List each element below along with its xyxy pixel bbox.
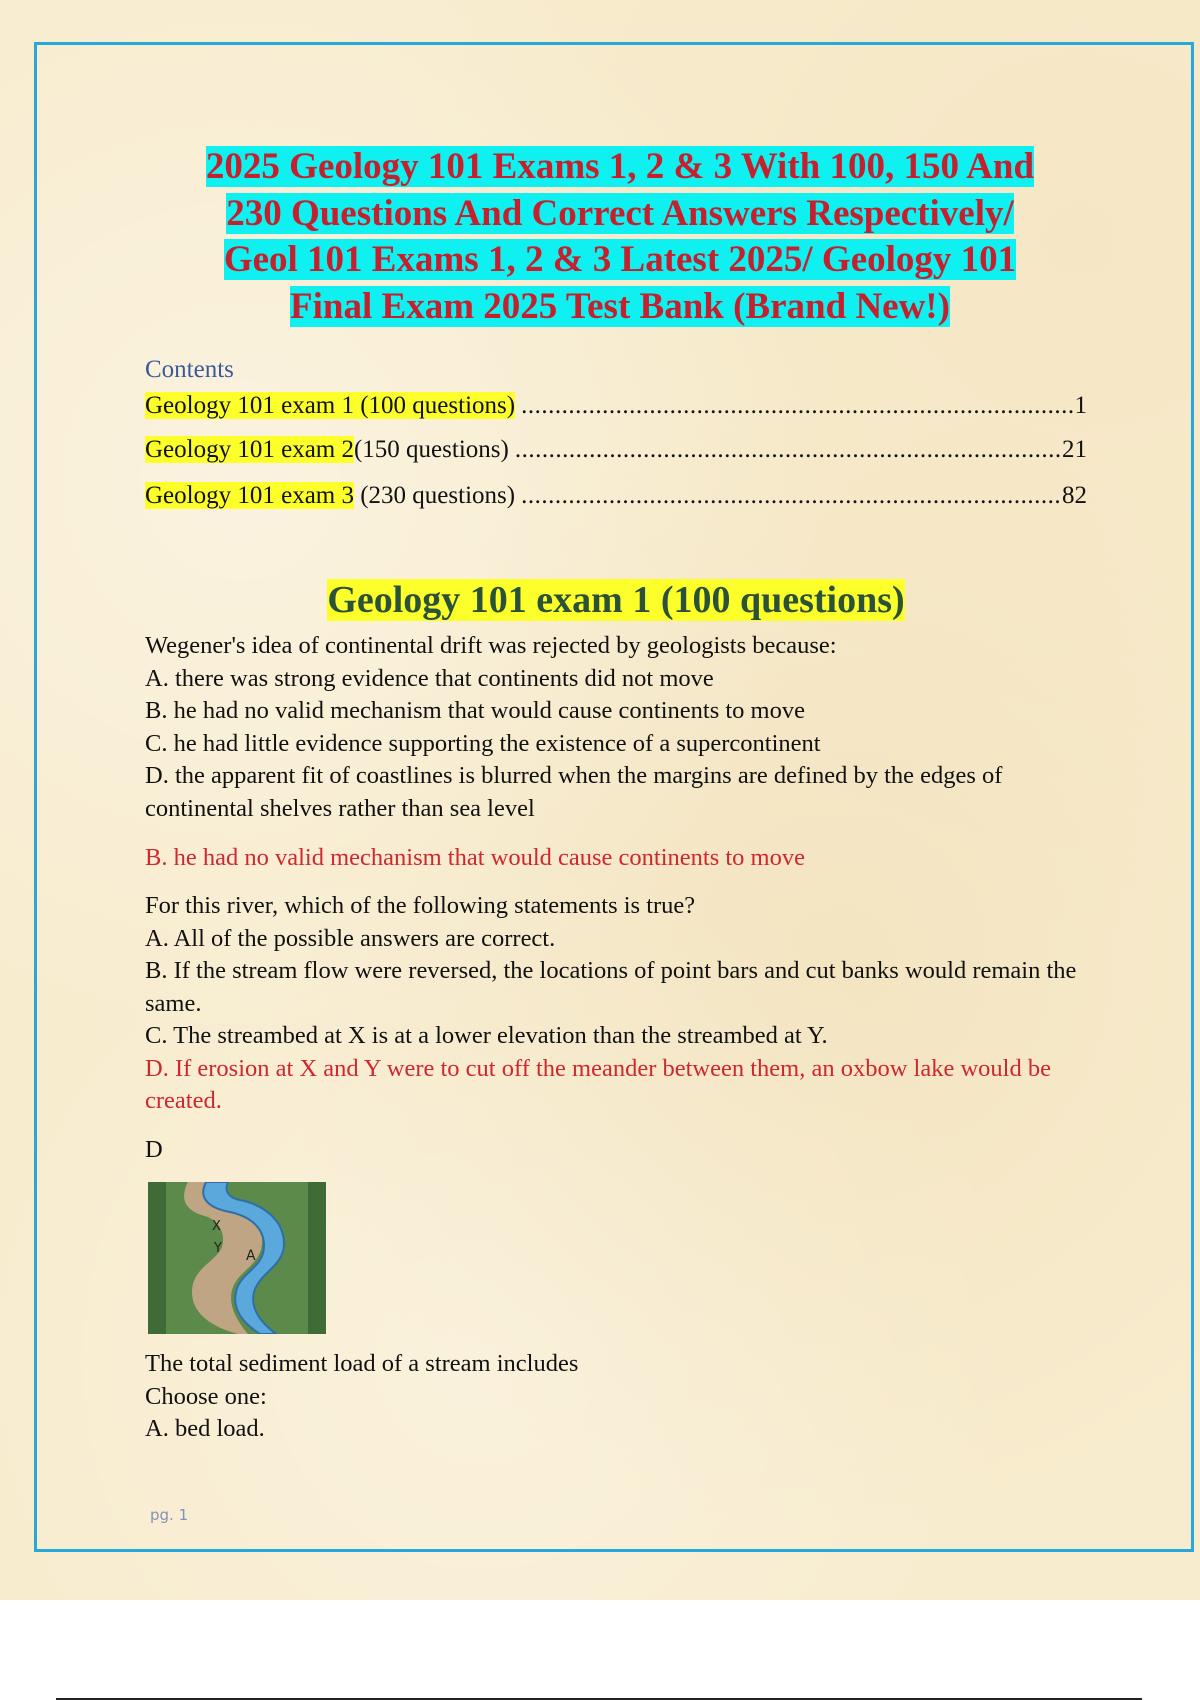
- answer-option-b: B. he had no valid mechanism that would cause continents to move: [145, 697, 805, 724]
- toc-page-number: 21: [1062, 436, 1087, 463]
- answer-option-d-correct: D. If erosion at X and Y were to cut off the meander between them, an oxbow lake would be created.: [145, 1054, 1051, 1114]
- question-stem: Wegener's idea of continental drift was rejected by geologists because:: [145, 632, 837, 659]
- correct-answer-q1: B. he had no valid mechanism that would cause continents to move: [145, 844, 805, 871]
- answer-option-a: A. bed load.: [145, 1415, 265, 1442]
- river-meander-image: [148, 1182, 326, 1334]
- page-number: pg. 1: [150, 1506, 189, 1524]
- correct-answer-q2: D: [145, 1136, 163, 1163]
- title-line-2: 230 Questions And Correct Answers Respectively/: [226, 192, 1014, 234]
- question-stem: For this river, which of the following statements is true?: [145, 892, 696, 919]
- title-line-3: Geol 101 Exams 1, 2 & 3 Latest 2025/ Geology 101: [223, 239, 1017, 280]
- toc-entry-label: [145, 436, 509, 464]
- answer-option-c: C. The streambed at X is at a lower elevation than the streambed at Y.: [145, 1022, 828, 1049]
- toc-entry-label: [145, 482, 515, 510]
- image-label-x: X: [212, 1219, 221, 1234]
- toc-dot-leader: [521, 482, 1060, 510]
- question-3: [145, 1348, 1095, 1446]
- toc-page-number: 82: [1062, 482, 1087, 509]
- toc-entry-rest: (150 questions): [353, 436, 509, 463]
- question-instruction: Choose one:: [145, 1382, 267, 1410]
- toc-entry-label: [145, 392, 515, 420]
- answer-option-c: C. he had little evidence supporting the existence of a supercontinent: [145, 729, 821, 757]
- question-2: [145, 890, 1095, 1118]
- toc-entry-exam-1[interactable]: [145, 392, 1087, 420]
- section-heading-text: Geology 101 exam 1 (100 questions): [327, 579, 905, 621]
- section-heading-exam-1: [145, 578, 1087, 622]
- title-line-1: 2025 Geology 101 Exams 1, 2 & 3 With 100, 150 And: [205, 146, 1035, 187]
- toc-entry-highlight: Geology 101 exam 1 (100 questions): [145, 392, 516, 419]
- image-label-y: Y: [214, 1241, 222, 1256]
- title-line-4: Final Exam 2025 Test Bank (Brand New!): [290, 285, 950, 327]
- image-left-trees: [148, 1182, 166, 1334]
- toc-page-number: 1: [1074, 392, 1087, 419]
- image-label-a: A: [246, 1248, 256, 1264]
- answer-option-d: D. the apparent fit of coastlines is blurred when the margins are defined by the edges of continental shelves rather than sea level: [145, 762, 1003, 822]
- toc-dot-leader: [515, 436, 1060, 464]
- toc-entry-highlight: Geology 101 exam 3: [145, 482, 354, 509]
- answer-option-a: A. there was strong evidence that continents did not move: [145, 664, 714, 692]
- question-stem: The total sediment load of a stream includes: [145, 1350, 579, 1377]
- document-title: [140, 144, 1100, 330]
- toc-dot-leader: [521, 392, 1072, 420]
- toc-entry-exam-3[interactable]: [145, 482, 1087, 510]
- toc-entry-rest: (230 questions): [353, 482, 516, 509]
- question-1: [145, 630, 1095, 825]
- answer-option-a: A. All of the possible answers are correct.: [145, 924, 556, 952]
- toc-entry-highlight: Geology 101 exam 2: [145, 436, 354, 463]
- image-right-trees: [308, 1182, 326, 1334]
- toc-entry-exam-2[interactable]: [145, 436, 1087, 464]
- contents-heading: Contents: [145, 356, 234, 383]
- answer-option-b: B. If the stream flow were reversed, the locations of point bars and cut banks would remain the same.: [145, 957, 1077, 1017]
